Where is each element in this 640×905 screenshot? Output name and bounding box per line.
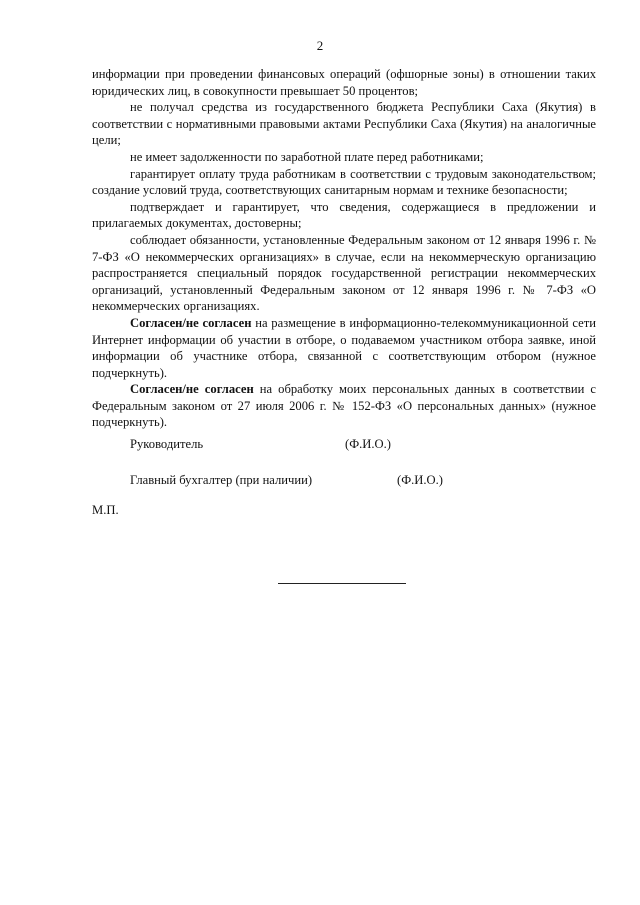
stamp-placeholder: М.П. bbox=[92, 503, 119, 517]
page-number: 2 bbox=[316, 38, 324, 53]
head-fio-label: (Ф.И.О.) bbox=[345, 437, 391, 451]
paragraph-no-wage-debt: не имеет задолженности по заработной плате перед работниками; bbox=[130, 149, 484, 164]
consent-choice-label: Согласен/не согласен bbox=[130, 315, 252, 330]
consent-choice-label: Согласен/не согласен bbox=[130, 382, 254, 397]
consent-internet-publication bbox=[92, 315, 596, 381]
accountant-signature-label: Главный бухгалтер (при наличии) bbox=[130, 473, 313, 487]
paragraph-offshore: информации при проведении финансовых операций (офшорные зоны) в отношении таких юридических лиц, в совокупности превышает 50 процентов; bbox=[92, 67, 596, 98]
consent-personal-data-text: на обработку моих персональных данных в соответствии с Федеральным законом от 27 июля 2006 г. № 152-ФЗ «О персональных данных» (нужное подчеркнуть). bbox=[92, 382, 596, 430]
consent-internet-text: на размещение в информационно-телекоммуникационной сети Интернет информации об участии в отборе, о подаваемом участником отбора заявке, иной информации об участнике отбора, связанной с соответствующим отбором (нужное подчеркнуть). bbox=[92, 315, 596, 380]
paragraph-data-accuracy: подтверждает и гарантирует, что сведения, содержащиеся в предложении и прилагаемых документах, достоверны; bbox=[92, 199, 596, 231]
document-body bbox=[92, 66, 596, 431]
accountant-fio-label: (Ф.И.О.) bbox=[397, 473, 443, 487]
head-signature-label: Руководитель bbox=[130, 437, 204, 451]
paragraph-no-budget-funds: не получал средства из государственного бюджета Республики Саха (Якутия) в соответствии с нормативными правовыми актами Республики Саха (Якутия) на аналогичные цели; bbox=[92, 100, 596, 148]
paragraph-labor-guarantee: гарантирует оплату труда работникам в соответствии с трудовым законодательством; создание условий труда, соответствующих санитарным нормам и технике безопасности; bbox=[92, 166, 596, 198]
consent-personal-data bbox=[92, 381, 596, 431]
document-end-line bbox=[278, 583, 406, 584]
paragraph-nko-law: соблюдает обязанности, установленные Федеральным законом от 12 января 1996 г. № 7-ФЗ «О некоммерческих организациях» в случае, если на некоммерческую организацию распространяется специальный порядок государственной регистрации некоммерческих организаций, установленный Федеральным законом от 12 января 1996 г. № 7-ФЗ «О некоммерческих организациях. bbox=[92, 232, 596, 314]
